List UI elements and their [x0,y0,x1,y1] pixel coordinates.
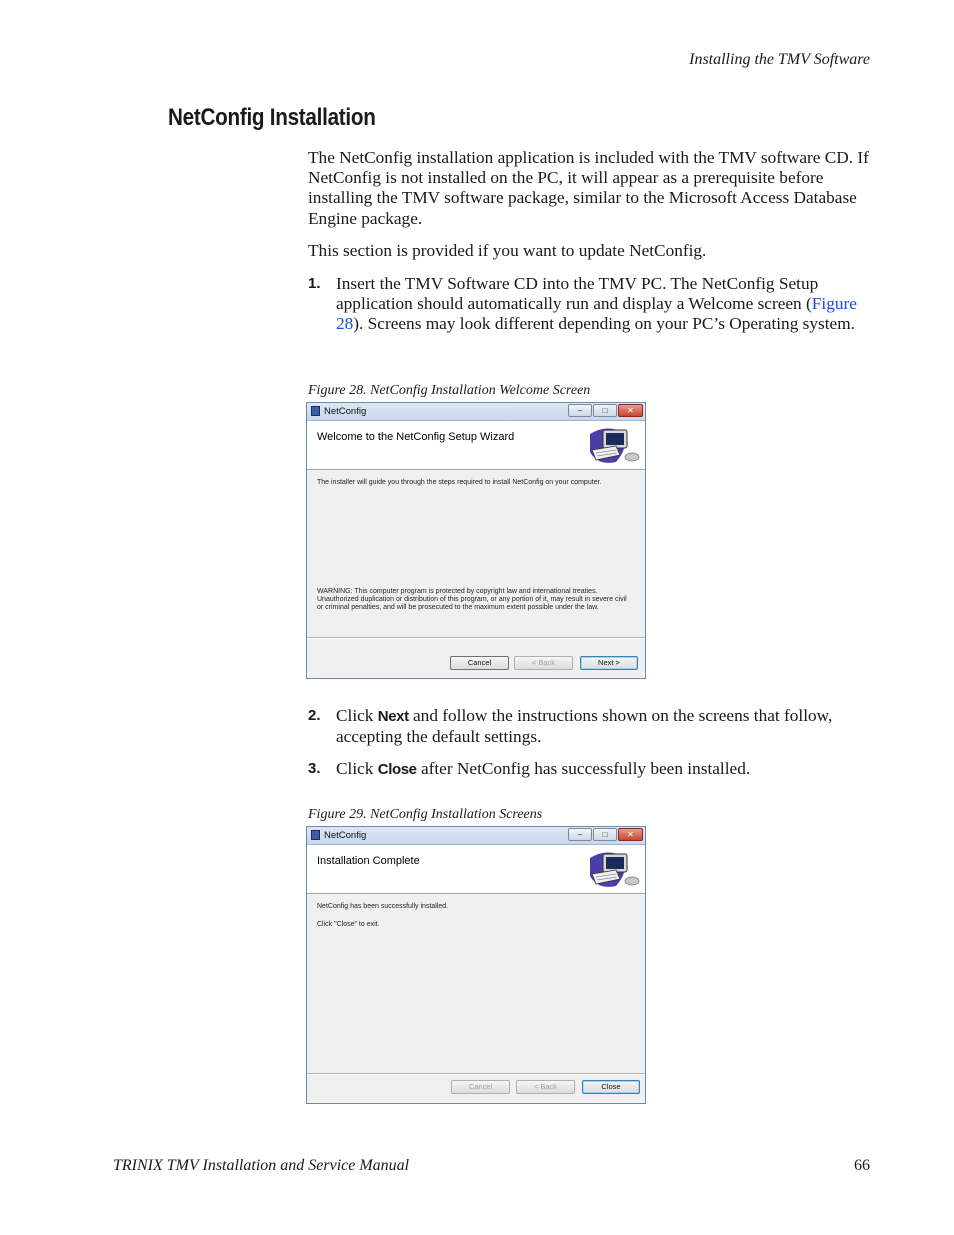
minimize-button[interactable]: – [568,828,592,841]
back-button[interactable]: < Back [514,656,573,670]
computer-setup-icon [586,424,642,466]
step-1: 1. Insert the TMV Software CD into the TMV PC. The NetConfig Setup application should automatically run and display a Welcome screen (Figure 28). Screens may look different depending on your PC’s Operating system. [308,274,857,334]
wizard-banner [307,845,645,894]
section-title: NetConfig Installation [168,104,376,131]
figure-29-caption: Figure 29. NetConfig Installation Screens [308,807,543,822]
wizard-content [307,894,645,1070]
computer-setup-icon [586,848,642,890]
step-number: 1. [308,275,321,292]
divider [307,1073,645,1075]
exit-instruction-text: Click "Close" to exit. [317,921,380,928]
warning-text: Unauthorized duplication or distribution of this program, or any portion of it, may result in severe civil [317,596,627,603]
wizard-content [307,470,645,646]
maximize-button[interactable]: □ [593,828,617,841]
next-button[interactable]: Next > [580,656,638,670]
figure-28-caption: Figure 28. NetConfig Installation Welcome Screen [308,383,591,398]
cancel-button[interactable]: Cancel [451,1080,510,1094]
page-number: 66 [854,1157,870,1174]
close-button[interactable]: Close [582,1080,640,1094]
cancel-button[interactable]: Cancel [450,656,509,670]
close-keyword: Close [377,761,417,778]
maximize-button[interactable]: □ [593,404,617,417]
window-title: NetConfig [324,406,367,417]
wizard-banner [307,421,645,470]
installer-icon [311,830,320,840]
divider [307,637,645,639]
step-number: 2. [308,707,321,724]
warning-text: WARNING: This computer program is protected by copyright law and international treaties. [317,588,598,595]
next-keyword: Next [377,708,409,725]
step-2: 2. Click Next and follow the instructions shown on the screens that follow, accepting the default settings. [308,706,833,747]
banner-title: Welcome to the NetConfig Setup Wizard [317,431,515,443]
intro-text: The installer will guide you through the steps required to install NetConfig on your computer. [317,479,602,486]
complete-dialog-screenshot [306,826,646,1104]
warning-text: or criminal penalties, and will be prosecuted to the maximum extent possible under the law. [317,604,599,611]
success-text: NetConfig has been successfully installed. [317,903,449,910]
purpose-paragraph: This section is provided if you want to update NetConfig. [308,241,707,260]
welcome-dialog-screenshot [306,402,646,679]
footer-manual-title: TRINIX TMV Installation and Service Manual [113,1157,410,1174]
close-window-button[interactable]: ✕ [618,404,643,417]
banner-title: Installation Complete [317,855,420,867]
window-title: NetConfig [324,830,367,841]
minimize-button[interactable]: – [568,404,592,417]
step-3: 3. Click Close after NetConfig has successfully been installed. [308,759,751,778]
figure-28-link[interactable]: Figure 28 [336,294,857,334]
close-window-button[interactable]: ✕ [618,828,643,841]
intro-paragraph: The NetConfig installation application is included with the TMV software CD. If NetConfig is not installed on the PC, it will appear as a prerequisite before installing the TMV software package, similar to the Microsoft Access Database Engine package. [308,148,869,228]
title-bar [307,403,645,421]
running-header: Installing the TMV Software [689,51,870,68]
installer-icon [311,406,320,416]
step-number: 3. [308,760,321,777]
back-button[interactable]: < Back [516,1080,575,1094]
title-bar [307,827,645,845]
